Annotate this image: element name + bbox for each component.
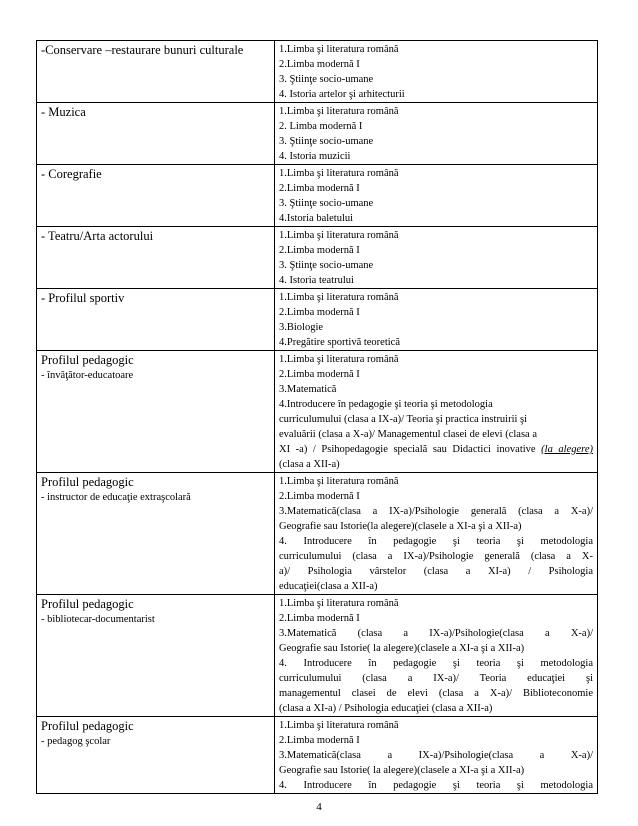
subject-text: 3.Biologie	[279, 322, 324, 333]
subject-text: 4. Introducere în pedagogie şi teoria şi metodologia	[279, 658, 593, 669]
subject-text: 1.Limba şi literatura română	[279, 168, 399, 179]
subject-line	[279, 474, 593, 489]
subject-line	[279, 181, 593, 196]
profile-subtitle: - instructor de educaţie extraşcolară	[41, 492, 191, 503]
subject-text: 3.Matematică	[279, 384, 337, 395]
subject-text: curriculumului (clasa a IX-a)/ Teoria şi practica instruirii şi	[279, 414, 528, 425]
subject-text: 4. Introducere în pedagogie şi teoria şi metodologia	[279, 780, 593, 791]
profile-cell	[37, 289, 275, 351]
subjects-cell	[275, 41, 598, 103]
profile-cell	[37, 473, 275, 595]
profile-subtitle: - pedagog şcolar	[41, 736, 111, 747]
subject-line	[279, 228, 593, 243]
subject-line	[279, 656, 593, 671]
subject-line	[279, 611, 593, 626]
subject-line	[279, 335, 593, 350]
profile-title: - Muzica	[41, 105, 86, 119]
subject-text: 3. Ştiinţe socio-umane	[279, 74, 374, 85]
table-row	[37, 289, 598, 351]
table-row	[37, 41, 598, 103]
subjects-cell	[275, 103, 598, 165]
subject-line	[279, 87, 593, 102]
subject-text: Geografie sau Istorie(la alegere)(clasele a XI-a şi a XII-a)	[279, 521, 522, 532]
subject-text: 3.Matematică (clasa a IX-a)/Psihologie(clasa a X-a)/	[279, 628, 593, 639]
subject-line	[279, 564, 593, 579]
subject-text: 3. Ştiinţe socio-umane	[279, 136, 374, 147]
subject-line	[279, 104, 593, 119]
profile-title: Profilul pedagogic	[41, 475, 134, 489]
subject-line	[279, 382, 593, 397]
subject-text: 2.Limba modernă I	[279, 369, 360, 380]
subject-line	[279, 273, 593, 288]
subjects-cell	[275, 595, 598, 717]
class-note: (clasa a XII-a)	[279, 459, 340, 470]
page-number: 4	[316, 801, 322, 813]
subject-line	[279, 489, 593, 504]
subject-line	[279, 671, 593, 686]
profile-cell	[37, 227, 275, 289]
profile-title: - Teatru/Arta actorului	[41, 229, 154, 243]
subject-text: 2.Limba modernă I	[279, 183, 360, 194]
subject-text: 4. Introducere în pedagogie şi teoria şi metodologia	[279, 536, 593, 547]
table-row	[37, 351, 598, 473]
subjects-cell	[275, 351, 598, 473]
subject-line	[279, 305, 593, 320]
subject-line	[279, 718, 593, 733]
subjects-cell	[275, 473, 598, 595]
subject-line	[279, 149, 593, 164]
subject-line	[279, 733, 593, 748]
subject-line	[279, 42, 593, 57]
table-body	[37, 41, 598, 794]
table-row	[37, 103, 598, 165]
subject-line	[279, 134, 593, 149]
subject-text: 4. Istoria artelor şi arhitecturii	[279, 89, 405, 100]
profile-cell	[37, 595, 275, 717]
profile-cell	[37, 103, 275, 165]
subject-text: evaluării (clasa a X-a)/ Managementul clasei de elevi (clasa a	[279, 429, 537, 440]
profile-title: Profilul pedagogic	[41, 597, 134, 611]
subject-text: 2.Limba modernă I	[279, 307, 360, 318]
subject-text: 2.Limba modernă I	[279, 245, 360, 256]
subject-line	[279, 397, 593, 412]
subject-text: 3.Matematică(clasa a IX-a)/Psihologie(clasa a X-a)/	[279, 750, 593, 761]
profile-title: Profilul pedagogic	[41, 719, 134, 733]
subject-line	[279, 258, 593, 273]
curriculum-table	[36, 40, 598, 794]
subject-text: 3. Ştiinţe socio-umane	[279, 198, 374, 209]
subject-line	[279, 72, 593, 87]
subject-line	[279, 119, 593, 134]
subject-line	[279, 534, 593, 549]
subject-text: 1.Limba şi literatura română	[279, 476, 399, 487]
subjects-cell	[275, 227, 598, 289]
profile-subtitle: - învăţător-educatoare	[41, 370, 134, 381]
subject-text: educaţiei(clasa a XII-a)	[279, 581, 378, 592]
subject-line	[279, 427, 593, 442]
subject-text: 2.Limba modernă I	[279, 491, 360, 502]
profile-cell	[37, 165, 275, 227]
subject-text: 1.Limba şi literatura română	[279, 292, 399, 303]
choice-note: (la alegere)	[541, 444, 594, 455]
subject-line	[279, 641, 593, 656]
subject-line	[279, 626, 593, 641]
subjects-cell	[275, 165, 598, 227]
subject-text: 4. Istoria muzicii	[279, 151, 351, 162]
profile-cell	[37, 351, 275, 473]
subject-line	[279, 412, 593, 427]
subject-text: 4.Pregătire sportivă teoretică	[279, 337, 400, 348]
subject-line	[279, 367, 593, 382]
subject-text: 2.Limba modernă I	[279, 59, 360, 70]
subject-text: 1.Limba şi literatura română	[279, 44, 399, 55]
subject-text: 3. Ştiinţe socio-umane	[279, 260, 374, 271]
subject-line	[279, 352, 593, 367]
subject-text: curriculumului (clasa a IX-a)/ Teoria educaţiei şi	[279, 673, 593, 684]
subject-line	[279, 778, 593, 793]
subject-line	[279, 549, 593, 564]
subject-line	[279, 320, 593, 335]
table-row	[37, 165, 598, 227]
subject-line	[279, 166, 593, 181]
profile-title: -Conservare –restaurare bunuri culturale	[41, 43, 244, 57]
subject-text: 3.Matematică(clasa a IX-a)/Psihologie generală (clasa a X-a)/	[279, 506, 593, 517]
subject-text: Geografie sau Istorie( la alegere)(clasele a XI-a şi a XII-a)	[279, 765, 525, 776]
table-row	[37, 227, 598, 289]
subject-text: 1.Limba şi literatura română	[279, 230, 399, 241]
subject-line	[279, 504, 593, 519]
subject-text: 1.Limba şi literatura română	[279, 354, 399, 365]
subject-line	[279, 211, 593, 226]
profile-title: - Profilul sportiv	[41, 291, 125, 305]
subject-text: 2.Limba modernă I	[279, 735, 360, 746]
subjects-cell	[275, 289, 598, 351]
profile-cell	[37, 41, 275, 103]
subject-text: 1.Limba şi literatura română	[279, 106, 399, 117]
subject-text: 1.Limba şi literatura română	[279, 720, 399, 731]
subject-text: 2.Limba modernă I	[279, 613, 360, 624]
subject-text: curriculumului (clasa a IX-a)/Psihologie generală (clasa a X-	[279, 551, 593, 562]
subject-line	[279, 519, 593, 534]
table-row	[37, 473, 598, 595]
subject-line	[279, 686, 593, 701]
subject-text: XI -a) / Psihopedagogie specială sau Didactici inovative	[279, 444, 536, 455]
subject-line	[279, 701, 593, 716]
subject-text: 2. Limba modernă I	[279, 121, 363, 132]
profile-title: - Coregrafie	[41, 167, 102, 181]
subject-line	[279, 748, 593, 763]
table-row	[37, 717, 598, 794]
subject-text: Geografie sau Istorie( la alegere)(clasele a XI-a şi a XII-a)	[279, 643, 525, 654]
subject-text: (clasa a XI-a) / Psihologia educaţiei (clasa a XII-a)	[279, 703, 493, 714]
subject-line	[279, 57, 593, 72]
subject-line	[279, 442, 593, 472]
subject-line	[279, 579, 593, 594]
profile-title: Profilul pedagogic	[41, 353, 134, 367]
subject-text: 4. Istoria teatrului	[279, 275, 354, 286]
subject-text: managementul clasei de elevi (clasa a X-a)/ Biblioteconomie	[279, 688, 593, 699]
table-row	[37, 595, 598, 717]
subjects-cell	[275, 717, 598, 794]
subject-text: 1.Limba şi literatura română	[279, 598, 399, 609]
profile-subtitle: - bibliotecar-documentarist	[41, 614, 155, 625]
subject-line	[279, 763, 593, 778]
subject-line	[279, 596, 593, 611]
subject-line	[279, 290, 593, 305]
subject-line	[279, 243, 593, 258]
subject-text: 4.Introducere în pedagogie şi teoria şi metodologia	[279, 399, 493, 410]
subject-line	[279, 196, 593, 211]
subject-text: a)/ Psihologia vârstelor (clasa a XI-a) / Psihologia	[279, 566, 593, 577]
subject-text: 4.Istoria baletului	[279, 213, 354, 224]
profile-cell	[37, 717, 275, 794]
